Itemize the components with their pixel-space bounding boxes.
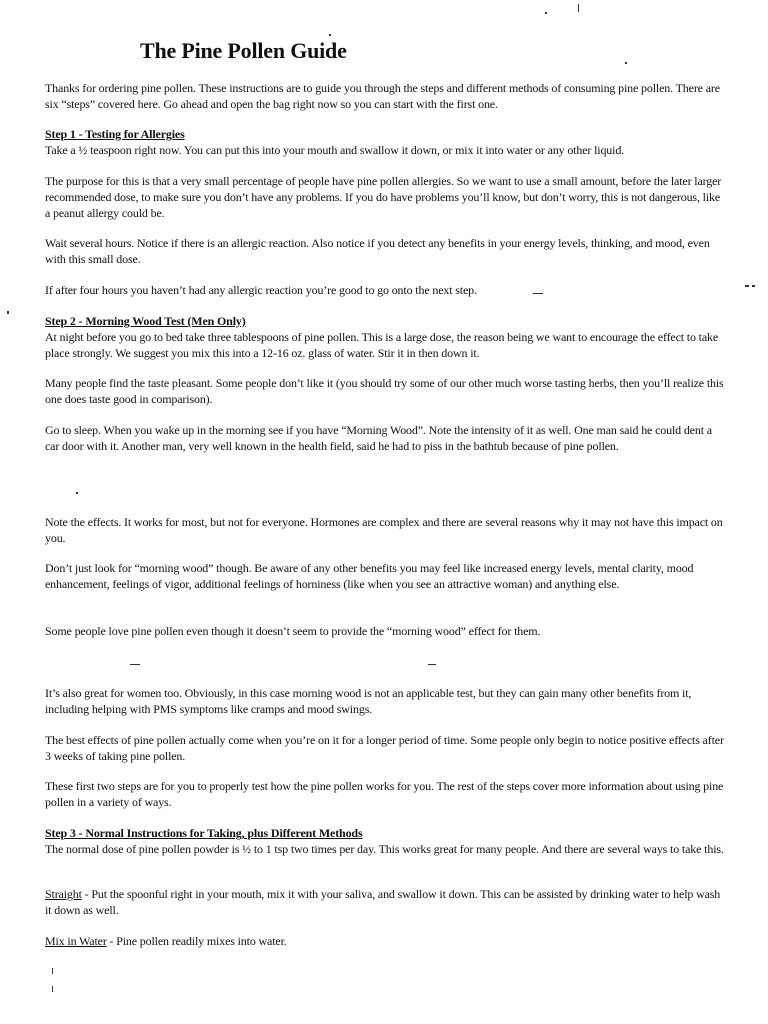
step2-paragraph-7: It’s also great for women too. Obviously, in this case morning wood is not an applicable test, but they can gain many other benefits from it, including helping with PMS symptoms like cramps and mood swings. xyxy=(45,686,692,716)
scan-speck xyxy=(578,4,579,12)
scan-speck xyxy=(533,293,543,294)
scan-speck xyxy=(545,12,547,14)
scan-speck xyxy=(329,34,331,36)
step2-paragraph-4: Note the effects. It works for most, but not for everyone. Hormones are complex and there are several reasons why it may not have this impact on you. xyxy=(45,515,723,545)
step3-section xyxy=(45,825,725,857)
step2-paragraph-9: These first two steps are for you to properly test how the pine pollen works for you. The rest of the steps cover more information about using pine pollen in a variety of ways. xyxy=(45,779,724,809)
step2-paragraph-2: Many people find the taste pleasant. Some people don’t like it (you should try some of our other much worse tasting herbs, then you’ll realize this one does taste good in comparison). xyxy=(45,376,724,406)
water-label: Mix in Water xyxy=(45,934,107,948)
scan-speck xyxy=(52,986,53,992)
step2-paragraph-6: Some people love pine pollen even though it doesn’t seem to provide the “morning wood” effect for them. xyxy=(45,624,541,638)
step1-section xyxy=(45,126,725,158)
step3-paragraph-1: The normal dose of pine pollen powder is ½ to 1 tsp two times per day. This works great for many people. And there are several ways to take this. xyxy=(45,842,724,856)
intro-paragraph: Thanks for ordering pine pollen. These instructions are to guide you through the steps and different methods of consuming pine pollen. There are six “steps” covered here. Go ahead and open the bag right now so you can start with the first one. xyxy=(45,81,720,111)
step1-paragraph-4: If after four hours you haven’t had any allergic reaction you’re good to go onto the next step. xyxy=(45,283,477,297)
step2-paragraph-8: The best effects of pine pollen actually come when you’re on it for a longer period of time. Some people only begin to notice positive effects after 3 weeks of taking pine pollen. xyxy=(45,733,724,763)
scan-speck xyxy=(130,664,140,665)
scan-speck xyxy=(52,968,53,974)
step1-paragraph-3: Wait several hours. Notice if there is an allergic reaction. Also notice if you detect any benefits in your energy levels, thinking, and mood, even with this small dose. xyxy=(45,236,710,266)
water-text: - Pine pollen readily mixes into water. xyxy=(106,934,287,948)
straight-label: Straight xyxy=(45,887,82,901)
scan-speck xyxy=(752,285,755,287)
scan-speck xyxy=(745,285,749,287)
scan-speck xyxy=(7,311,9,314)
straight-text: - Put the spoonful right in your mouth, mix it with your saliva, and swallow it down. This can be assisted by drinking water to help wash it down as well. xyxy=(45,887,721,917)
page-title: The Pine Pollen Guide xyxy=(140,38,347,63)
step1-paragraph-2: The purpose for this is that a very small percentage of people have pine pollen allergies. So we want to use a small amount, before the later larger recommended dose, to make sure you don’t have any problems. If you do have problems you’ll know, but don’t worry, this is not dangerous, like a peanut allergy could be. xyxy=(45,174,722,220)
step2-section xyxy=(45,313,725,361)
step2-paragraph-1: At night before you go to bed take three tablespoons of pine pollen. This is a large dose, the reason being we want to encourage the effect to take place strongly. We suggest you mix this into a 12-16 oz. glass of water. Stir it in then down it. xyxy=(45,330,719,360)
step3-water-paragraph xyxy=(45,933,725,949)
step3-straight-paragraph xyxy=(45,886,725,918)
step2-heading: Step 2 - Morning Wood Test (Men Only) xyxy=(45,314,246,328)
scan-speck xyxy=(76,492,78,494)
step1-heading: Step 1 - Testing for Allergies xyxy=(45,127,185,141)
scan-speck xyxy=(428,664,436,665)
step2-paragraph-3: Go to sleep. When you wake up in the morning see if you have “Morning Wood”. Note the intensity of it as well. One man said he could dent a car door with it. Another man, very well known in the health field, said he had to piss in the bathtub because of pine pollen. xyxy=(45,423,712,453)
step2-paragraph-5: Don’t just look for “morning wood” though. Be aware of any other benefits you may feel like increased energy levels, mental clarity, mood enhancement, feelings of vigor, additional feelings of horniness (like when you see an attractive woman) and anything else. xyxy=(45,561,694,591)
step1-paragraph-1: Take a ½ teaspoon right now. You can put this into your mouth and swallow it down, or mix it into water or any other liquid. xyxy=(45,143,625,157)
scan-speck xyxy=(625,62,627,64)
step3-heading: Step 3 - Normal Instructions for Taking, plus Different Methods xyxy=(45,826,363,840)
